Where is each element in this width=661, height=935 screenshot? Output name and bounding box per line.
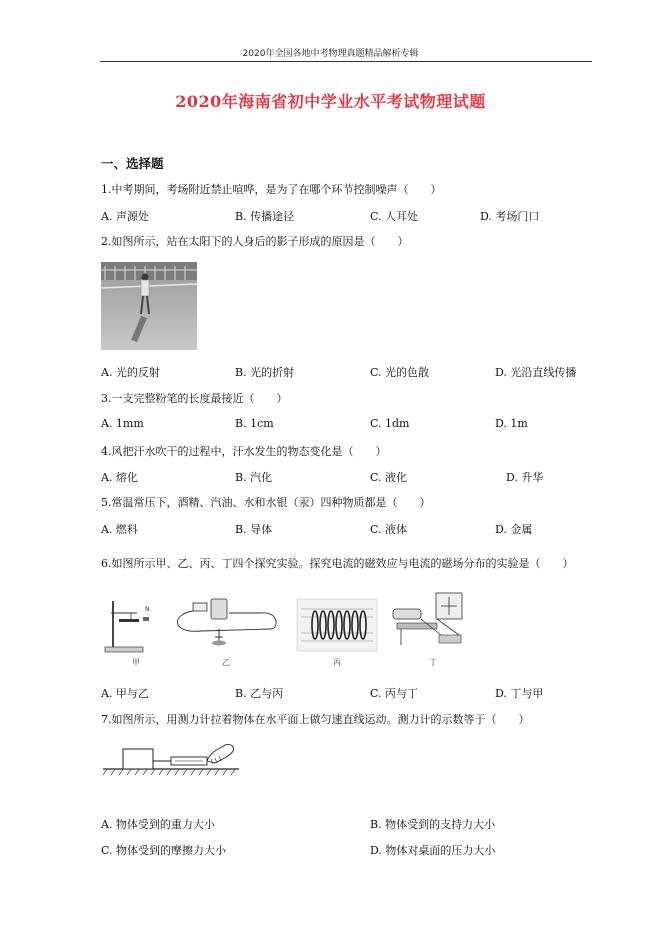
question-6-option-a: A. 甲与乙 <box>101 687 149 700</box>
question-1-option-b: B. 传播途径 <box>235 210 295 223</box>
question-3-option-a: A. 1mm <box>101 417 144 430</box>
question-2-option-c: C. 光的色散 <box>370 366 430 379</box>
question-1-option-c: C. 人耳处 <box>370 210 419 223</box>
question-7-option-c: C. 物体受到的摩擦力大小 <box>101 844 227 857</box>
question-1-option-a: A. 声源处 <box>101 210 149 223</box>
question-2-stem: 2.如图所示，站在太阳下的人身后的影子形成的原因是（ ） <box>101 235 409 248</box>
question-5-option-d: D. 金属 <box>495 523 533 536</box>
shadow-photo <box>101 262 197 350</box>
question-2-option-d: D. 光沿直线传播 <box>495 366 577 379</box>
experiment-ding-figure <box>393 593 462 645</box>
figure-label-jia: 甲 <box>132 658 140 667</box>
question-3-option-b: B. 1cm <box>235 417 274 430</box>
header-divider <box>100 61 592 62</box>
question-1-option-d: D. 考场门口 <box>480 210 540 223</box>
question-5-stem: 5.常温常压下，酒精、汽油、水和水银（汞）四种物质都是（ ） <box>101 496 431 509</box>
spring-scale-figure <box>101 737 243 779</box>
figure-label-bing: 丙 <box>333 658 341 667</box>
experiment-bing-figure <box>297 599 377 651</box>
question-7-option-a: A. 物体受到的重力大小 <box>101 818 215 831</box>
question-2-option-a: A. 光的反射 <box>101 366 160 379</box>
question-7-option-b: B. 物体受到的支持力大小 <box>370 818 496 831</box>
experiment-figures <box>101 589 471 671</box>
experiment-jia-figure <box>105 601 150 652</box>
question-1-stem: 1.中考期间，考场附近禁止喧哗，是为了在哪个环节控制噪声（ ） <box>101 183 442 196</box>
question-5-option-b: B. 导体 <box>235 523 273 536</box>
exam-title: 2020年海南省初中学业水平考试物理试题 <box>175 92 486 111</box>
question-4-stem: 4.风把汗水吹干的过程中，汗水发生的物态变化是（ ） <box>101 445 387 458</box>
question-2-option-b: B. 光的折射 <box>235 366 295 379</box>
question-5-option-a: A. 燃料 <box>101 523 138 536</box>
question-3-stem: 3.一支完整粉笔的长度最接近（ ） <box>101 392 288 405</box>
question-4-option-d: D. 升华 <box>506 471 544 484</box>
question-6-stem: 6.如图所示甲、乙、丙、丁四个探究实验。探究电流的磁效应与电流的磁场分布的实验是（ ） <box>101 557 574 570</box>
experiment-yi-figure <box>177 599 276 646</box>
svg-text:N: N <box>145 606 150 613</box>
question-4-option-b: B. 汽化 <box>235 471 273 484</box>
question-4-option-a: A. 熔化 <box>101 471 138 484</box>
question-7-option-d: D. 物体对桌面的压力大小 <box>370 844 496 857</box>
figure-label-ding: 丁 <box>429 658 437 667</box>
question-6-option-d: D. 丁与甲 <box>495 687 544 700</box>
figure-label-yi: 乙 <box>222 658 230 667</box>
question-7-stem: 7.如图所示，用测力计拉着物体在水平面上做匀速直线运动。测力计的示数等于（ ） <box>101 713 530 726</box>
question-3-option-c: C. 1dm <box>370 417 410 430</box>
section-heading: 一、选择题 <box>101 156 164 171</box>
page-header: 2020年全国各地中考物理真题精品解析专辑 <box>242 49 419 59</box>
question-6-option-c: C. 丙与丁 <box>370 687 419 700</box>
question-4-option-c: C. 液化 <box>370 471 408 484</box>
question-3-option-d: D. 1m <box>495 417 528 430</box>
question-6-option-b: B. 乙与丙 <box>235 687 284 700</box>
question-5-option-c: C. 液体 <box>370 523 408 536</box>
